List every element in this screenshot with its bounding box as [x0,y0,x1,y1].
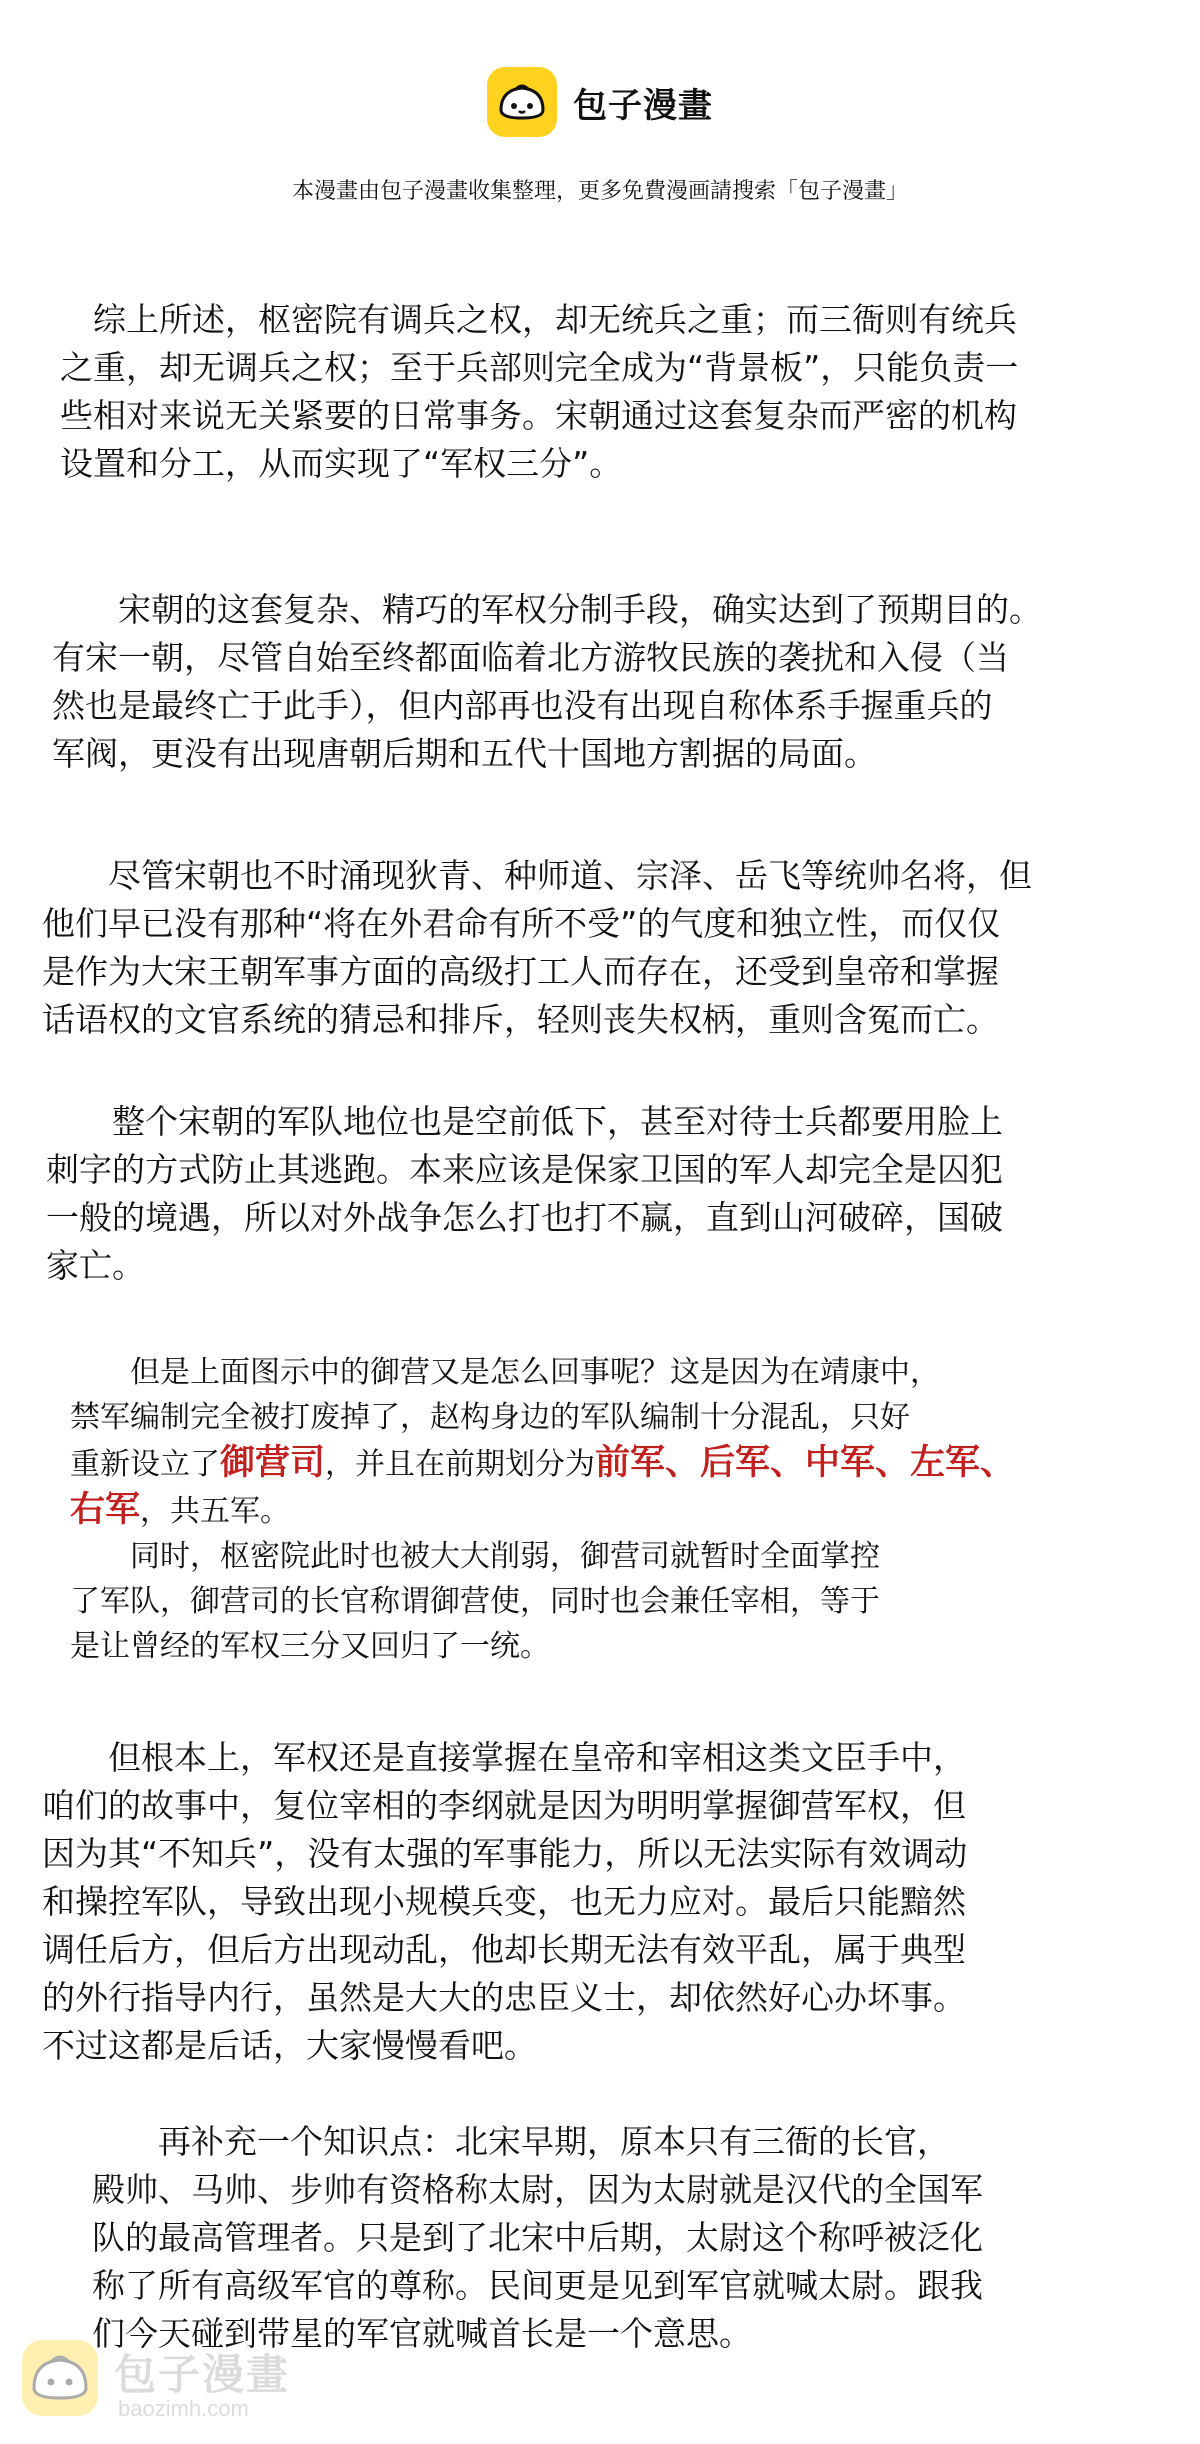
paragraph-line: 的外行指导内行，虽然是大大的忠臣义士，却依然好心办坏事。 [42,1978,966,2017]
watermark-bun-icon [22,2340,98,2416]
paragraph-3 [42,852,1032,1044]
paragraph-line: 和操控军队，导致出现小规模兵变，也无力应对。最后只能黯然 [42,1882,966,1921]
source-notice: 本漫畫由包子漫畫收集整理，更多免費漫画請搜索「包子漫畫」 [291,179,908,204]
paragraph-line: 话语权的文官系统的猜忌和排斥，轻则丧失权柄，重则含冤而亡。 [42,1000,999,1039]
paragraph-4 [46,1098,1003,1290]
highlight-armies: 前军、后军、中军、左军、 [595,1442,1016,1483]
paragraph-line: 军阀，更没有出现唐朝后期和五代十国地方割据的局面。 [52,734,877,773]
paragraph-line: 些相对来说无关紧要的日常事务。宋朝通过这套复杂而严密的机构 [60,396,1017,435]
watermark [22,2340,322,2430]
paragraph-line: 称了所有高级军官的尊称。民间更是见到军官就喊太尉。跟我 [92,2266,983,2305]
paragraph-line: 宋朝的这套复杂、精巧的军权分制手段，确实达到了预期目的。 [52,590,1042,629]
paragraph-line: 但是上面图示中的御营又是怎么回事呢？这是因为在靖康中， [70,1355,940,1390]
paragraph-line: 咱们的故事中，复位宰相的李纲就是因为明明掌握御营军权，但 [42,1786,966,1825]
paragraph-line: 们今天碰到带星的军官就喊首长是一个意思。 [92,2314,752,2353]
watermark-name: 包子漫畫 [114,2350,291,2399]
paragraph-line: 但根本上，军权还是直接掌握在皇帝和宰相这类文臣手中， [42,1738,966,1777]
paragraph-line: 一般的境遇，所以对外战争怎么打也打不赢，直到山河破碎，国破 [46,1198,1003,1237]
paragraph-line: 尽管宋朝也不时涌现狄青、种师道、宗泽、岳飞等统帅名将，但 [42,856,1032,895]
paragraph-line: 设置和分工，从而实现了“军权三分”。 [60,444,623,483]
paragraph-5 [70,1350,1015,1669]
paragraph-line-highlighted [70,1440,1015,1487]
highlight-yuying-si: 御营司 [220,1442,326,1483]
watermark-url: baozimh.com [118,2396,249,2421]
paragraph-6 [42,1734,967,2070]
paragraph-line: 综上所述，枢密院有调兵之权，却无统兵之重；而三衙则有统兵 [60,300,1017,339]
paragraph-line: 调任后方，但后方出现动乱，他却长期无法有效平乱，属于典型 [42,1930,966,1969]
paragraph-line: 不过这都是后话，大家慢慢看吧。 [42,2026,537,2065]
paragraph-line: 了军队，御营司的长官称谓御营使，同时也会兼任宰相，等于 [70,1584,880,1619]
paragraph-line: 然也是最终亡于此手），但内部再也没有出现自称体系手握重兵的 [52,686,993,725]
paragraph-line: 因为其“不知兵”，没有太强的军事能力，所以无法实际有效调动 [42,1834,968,1873]
paragraph-line: 是让曾经的军权三分又回归了一统。 [70,1629,550,1664]
site-header [0,62,1200,142]
brand-name: 包子漫畫 [573,85,713,126]
paragraph-2 [52,586,1042,778]
paragraph-line: 家亡。 [46,1246,145,1285]
paragraph-line: 是作为大宋王朝军事方面的高级打工人而存在，还受到皇帝和掌握 [42,952,999,991]
paragraph-line: 禁军编制完全被打废掉了，赵构身边的军队编制十分混乱，只好 [70,1400,910,1435]
paragraph-line: 同时，枢密院此时也被大大削弱，御营司就暂时全面掌控 [70,1539,880,1574]
text-segment: ，共五军。 [140,1494,291,1529]
paragraph-line: 队的最高管理者。只是到了北宋中后期，太尉这个称呼被泛化 [92,2218,983,2257]
paragraph-7 [92,2118,983,2358]
highlight-right-army: 右军 [70,1489,141,1530]
paragraph-line: 再补充一个知识点：北宋早期，原本只有三衙的长官， [92,2122,950,2161]
paragraph-line: 刺字的方式防止其逃跑。本来应该是保家卫国的军人却完全是囚犯 [46,1150,1003,1189]
paragraph-line: 之重，却无调兵之权；至于兵部则完全成为“背景板”，只能负责一 [60,348,1019,387]
text-segment: 重新设立了 [70,1447,220,1482]
text-segment: ，并且在前期划分为 [325,1447,596,1482]
paragraph-line: 他们早已没有那种“将在外君命有所不受”的气度和独立性，而仅仅 [42,904,1001,943]
paragraph-line: 殿帅、马帅、步帅有资格称太尉，因为太尉就是汉代的全国军 [92,2170,983,2209]
paragraph-line-highlighted [70,1487,1015,1534]
paragraph-1 [60,296,1018,488]
bun-logo-icon [487,67,557,137]
paragraph-line: 有宋一朝，尽管自始至终都面临着北方游牧民族的袭扰和入侵（当 [52,638,1009,677]
paragraph-line: 整个宋朝的军队地位也是空前低下，甚至对待士兵都要用脸上 [46,1102,1003,1141]
